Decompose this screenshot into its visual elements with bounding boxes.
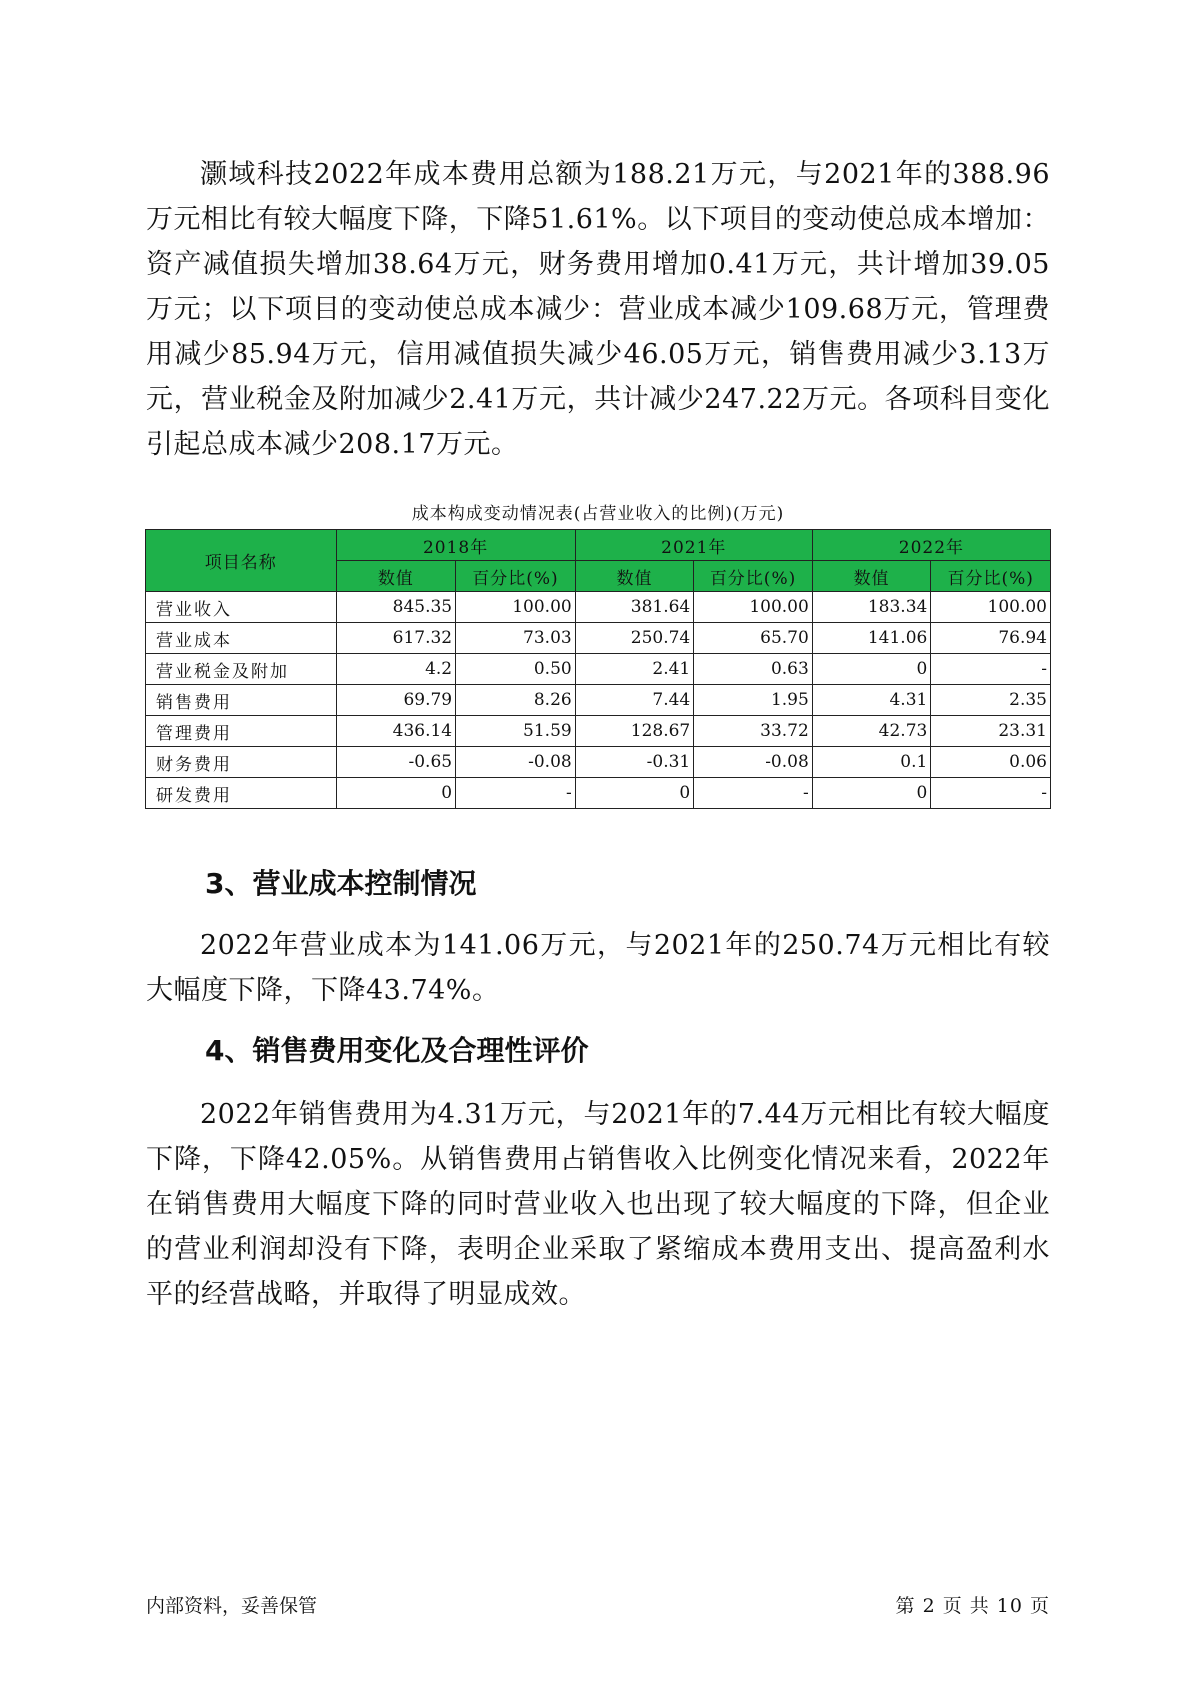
table-cell: 0.63 [694,654,813,685]
percent-subheader: 百分比(%) [456,561,576,592]
table-cell: 0 [575,778,694,809]
table-header [146,530,1051,592]
paragraph-total-cost: 灏域科技2022年成本费用总额为188.21万元，与2021年的388.96万元相比有较大幅度下降，下降51.61%。以下项目的变动使总成本增加：资产减值损失增加38.64万元，财务费用增加0.41万元，共计增加39.05万元；以下项目的变动使总成本减少：营业成本减少109.68万元，管理费用减少85.94万元，信用减值损失减少46.05万元，销售费用减少3.13万元，营业税金及附加减少2.41万元，共计减少247.22万元。各项科目变化引起总成本减少208.17万元。 [146,159,1050,460]
table-cell: 33.72 [694,716,813,747]
table-cell: 381.64 [575,592,694,623]
value-subheader: 数值 [812,561,931,592]
paragraph-sales-expense: 2022年销售费用为4.31万元，与2021年的7.44万元相比有较大幅度下降，下降42.05%。从销售费用占销售收入比例变化情况来看，2022年在销售费用大幅度下降的同时营业收入也出现了较大幅度的下降，但企业的营业利润却没有下降，表明企业采取了紧缩成本费用支出、提高盈利水平的经营战略，并取得了明显成效。 [146,1099,1050,1310]
table-row [146,716,1051,747]
table-title: 成本构成变动情况表(占营业收入的比例)(万元) [411,504,785,524]
table-cell: 73.03 [456,623,576,654]
table-cell: 845.35 [336,592,456,623]
table-cell: 4.2 [336,654,456,685]
section-heading-cost-control: 3、营业成本控制情况 [205,867,477,900]
table-cell: 7.44 [575,685,694,716]
row-label: 营业税金及附加 [146,654,337,685]
table-body [146,592,1051,809]
table-row [146,747,1051,778]
table-cell: 128.67 [575,716,694,747]
row-label: 管理费用 [146,716,337,747]
table-cell: - [931,778,1051,809]
table-cell: 42.73 [812,716,931,747]
table-cell: 65.70 [694,623,813,654]
table-cell: 69.79 [336,685,456,716]
table-cell: 8.26 [456,685,576,716]
row-label: 营业收入 [146,592,337,623]
table-row [146,685,1051,716]
footer-page-number: 第 2 页 共 10 页 [895,1595,1050,1617]
table-cell: 51.59 [456,716,576,747]
paragraph-operating-cost: 2022年营业成本为141.06万元，与2021年的250.74万元相比有较大幅度下降，下降43.74%。 [146,930,1050,1006]
table-row [146,592,1051,623]
table-cell: 617.32 [336,623,456,654]
percent-subheader: 百分比(%) [694,561,813,592]
table-cell: 250.74 [575,623,694,654]
table-cell: 436.14 [336,716,456,747]
footer-confidential-note: 内部资料，妥善保管 [146,1595,318,1617]
table-cell: 183.34 [812,592,931,623]
value-subheader: 数值 [336,561,456,592]
year-header: 2021年 [575,530,812,561]
table-cell: 4.31 [812,685,931,716]
table-cell: 100.00 [931,592,1051,623]
table-cell: 100.00 [456,592,576,623]
row-label: 营业成本 [146,623,337,654]
table-cell: 1.95 [694,685,813,716]
table-row [146,623,1051,654]
table-cell: -0.08 [694,747,813,778]
table-cell: 2.35 [931,685,1051,716]
value-subheader: 数值 [575,561,694,592]
table-cell: -0.08 [456,747,576,778]
table-cell: 0.06 [931,747,1051,778]
section-heading-sales-expense: 4、销售费用变化及合理性评价 [205,1034,589,1067]
table-cell: 0.50 [456,654,576,685]
table-cell: -0.65 [336,747,456,778]
cost-structure-table [145,529,1051,809]
table-cell: 2.41 [575,654,694,685]
table-cell: 0 [812,778,931,809]
table-cell: 141.06 [812,623,931,654]
year-header: 2018年 [336,530,575,561]
percent-subheader: 百分比(%) [931,561,1051,592]
year-header: 2022年 [812,530,1050,561]
item-name-header: 项目名称 [146,530,337,592]
table-cell: 0 [812,654,931,685]
table-cell: 76.94 [931,623,1051,654]
table-cell: -0.31 [575,747,694,778]
table-cell: - [694,778,813,809]
table-cell: 0.1 [812,747,931,778]
table-cell: 0 [336,778,456,809]
table-cell: 23.31 [931,716,1051,747]
table-cell: 100.00 [694,592,813,623]
row-label: 研发费用 [146,778,337,809]
table-row [146,654,1051,685]
table-row [146,778,1051,809]
table-cell: - [456,778,576,809]
row-label: 财务费用 [146,747,337,778]
table-cell: - [931,654,1051,685]
row-label: 销售费用 [146,685,337,716]
